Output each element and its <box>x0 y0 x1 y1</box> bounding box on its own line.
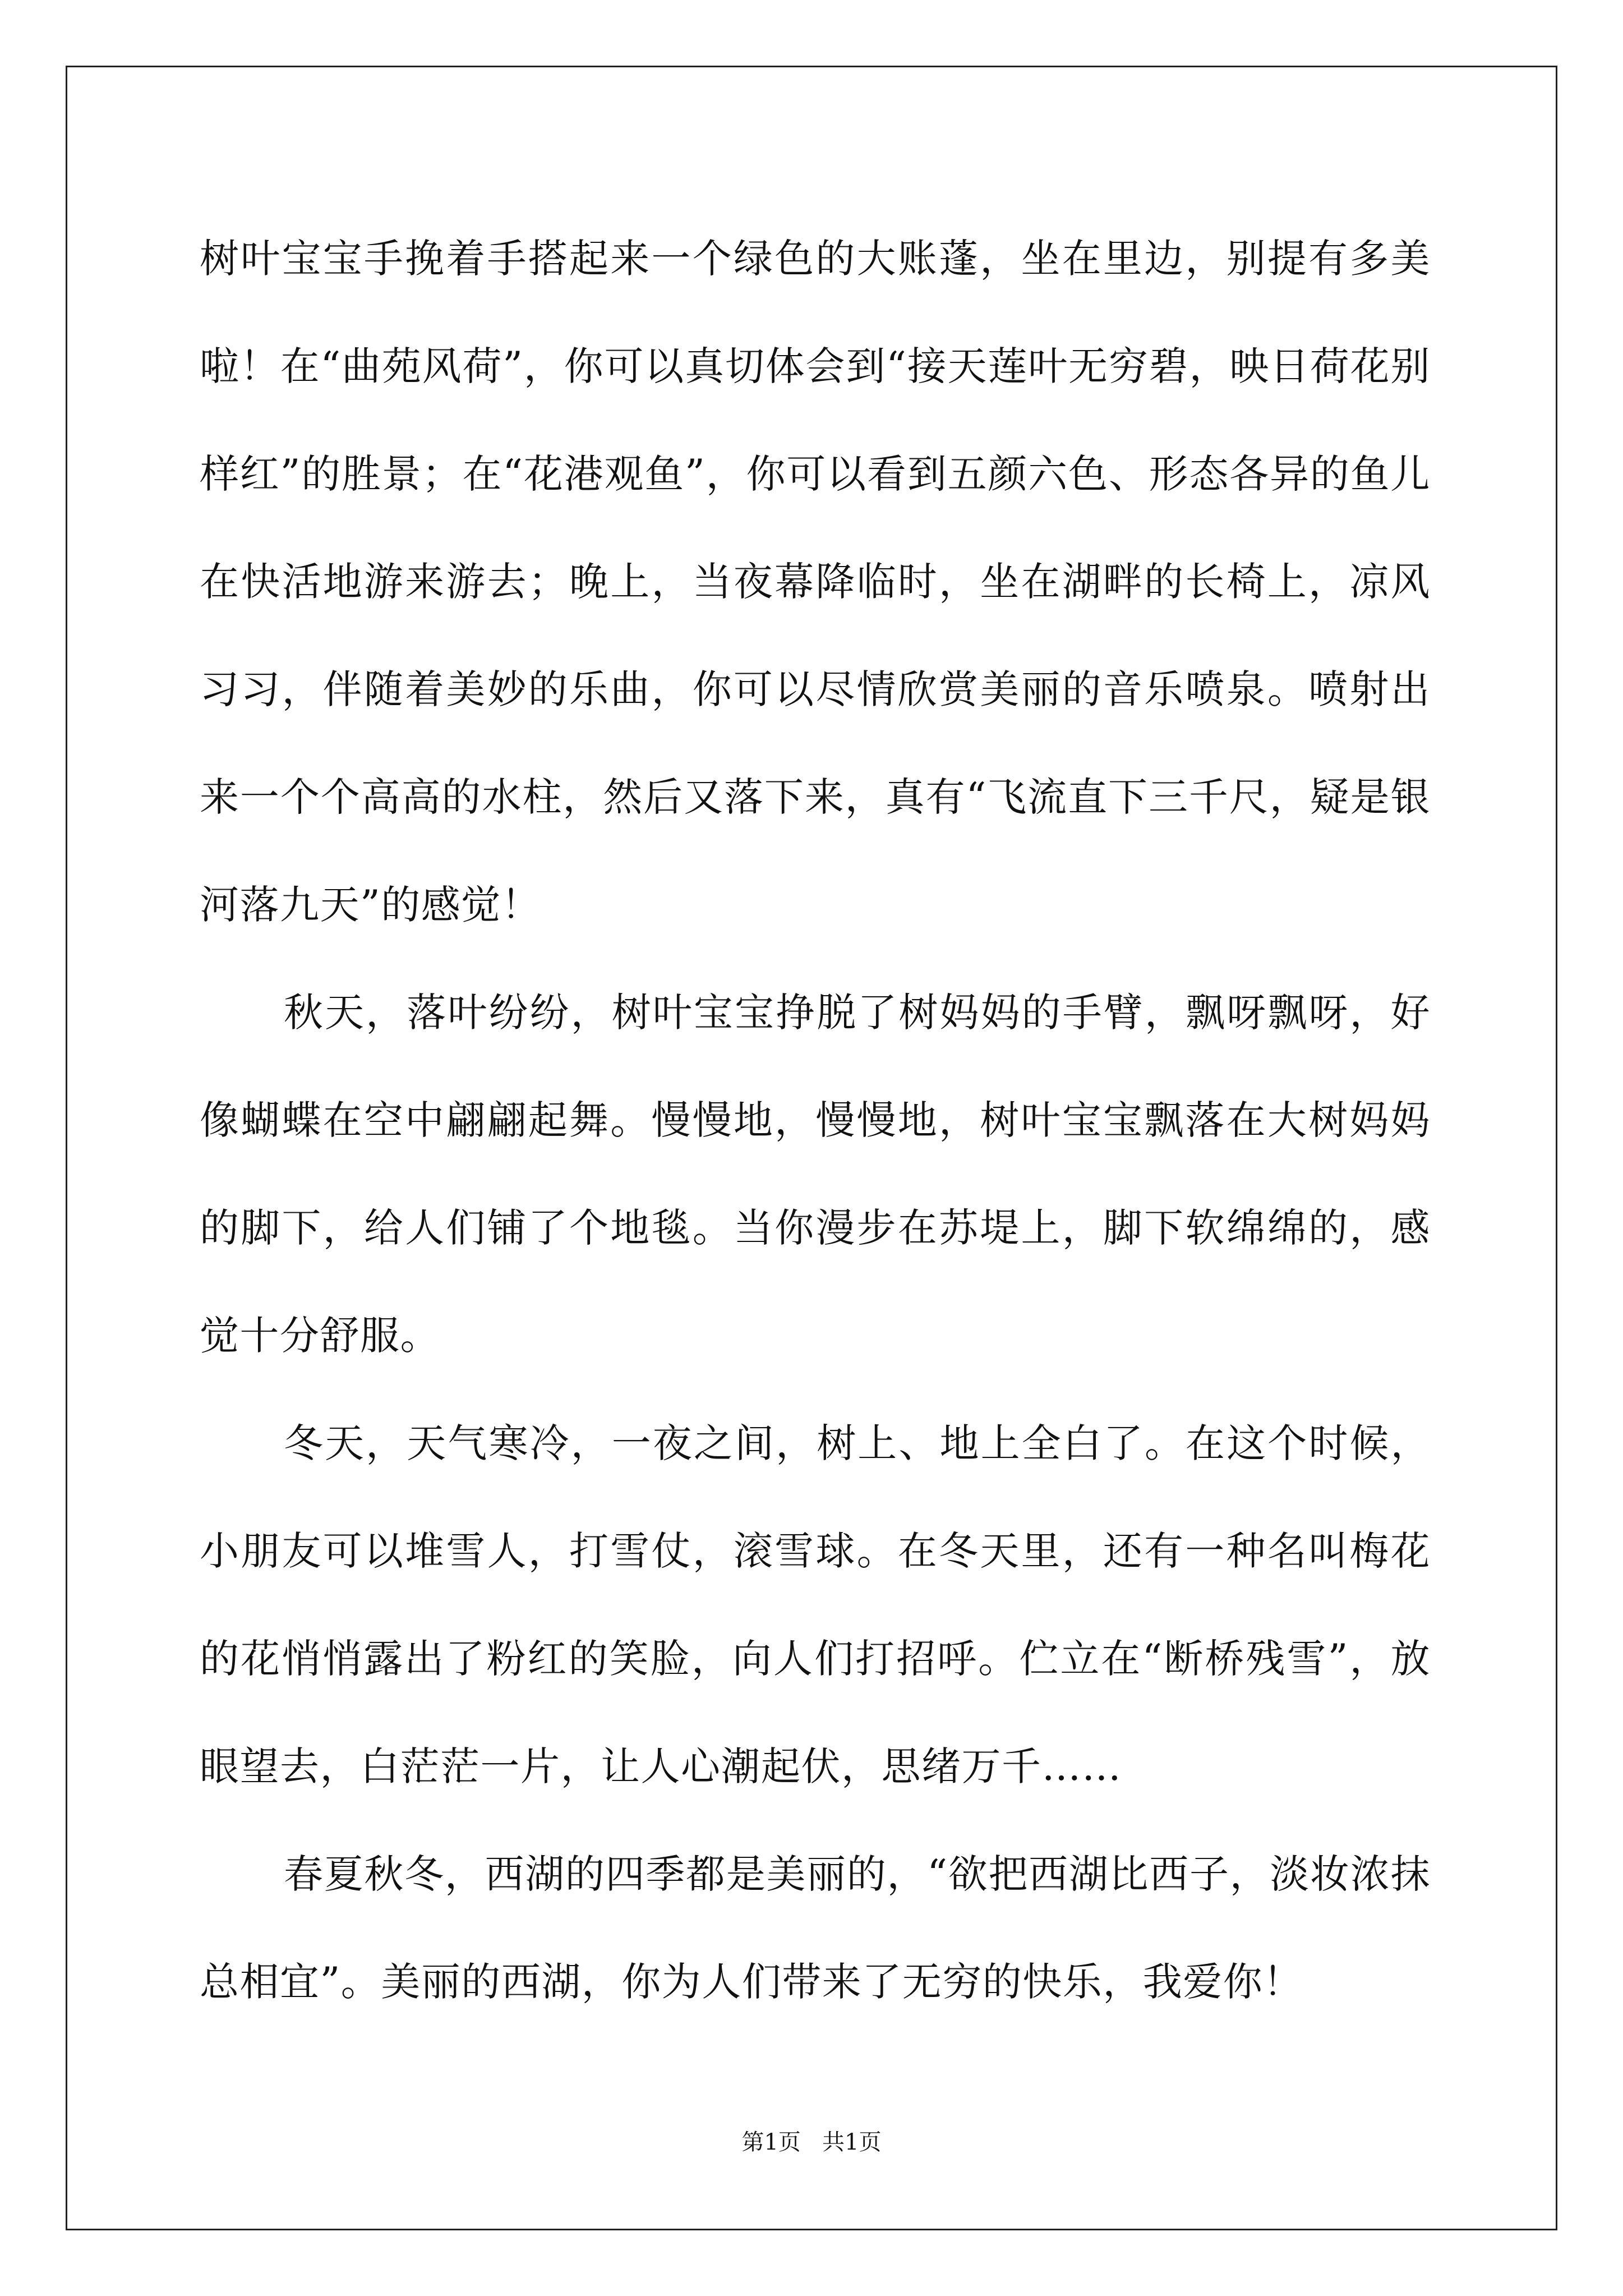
paragraph-autumn: 秋天，落叶纷纷，树叶宝宝挣脱了树妈妈的手臂，飘呀飘呀，好像蝴蝶在空中翩翩起舞。慢慢地，慢慢地，树叶宝宝飘落在大树妈妈的脚下，给人们铺了个地毯。当你漫步在苏堤上，脚下软绵绵的，感觉十分舒服。 <box>200 990 1431 1359</box>
paragraph-conclusion: 春夏秋冬，西湖的四季都是美丽的，“欲把西湖比西子，淡妆浓抹总相宜”。美丽的西湖，你为人们带来了无穷的快乐，我爱你！ <box>200 1851 1431 2005</box>
page-footer: 第1页 共1页 <box>741 2129 882 2155</box>
paragraph-summer: 树叶宝宝手挽着手搭起来一个绿色的大账蓬，坐在里边，别提有多美啦！在“曲苑风荷”，你可以真切体会到“接天莲叶无穷碧，映日荷花别样红”的胜景；在“花港观鱼”，你可以看到五颜六色、形态各异的鱼儿在快活地游来游去；晚上，当夜幕降临时，坐在湖畔的长椅上，凉风习习，伴随着美妙的乐曲，你可以尽情欣赏美丽的音乐喷泉。喷射出来一个个高高的水柱，然后又落下来，真有“飞流直下三千尺，疑是银河落九天”的感觉！ <box>200 236 1431 928</box>
paragraph-winter: 冬天，天气寒冷，一夜之间，树上、地上全白了。在这个时候，小朋友可以堆雪人，打雪仗，滚雪球。在冬天里，还有一种名叫梅花的花悄悄露出了粉红的笑脸，向人们打招呼。伫立在“断桥残雪”，放眼望去，白茫茫一片，让人心潮起伏，思绪万千…… <box>200 1420 1431 1789</box>
document-body <box>200 205 1431 2036</box>
